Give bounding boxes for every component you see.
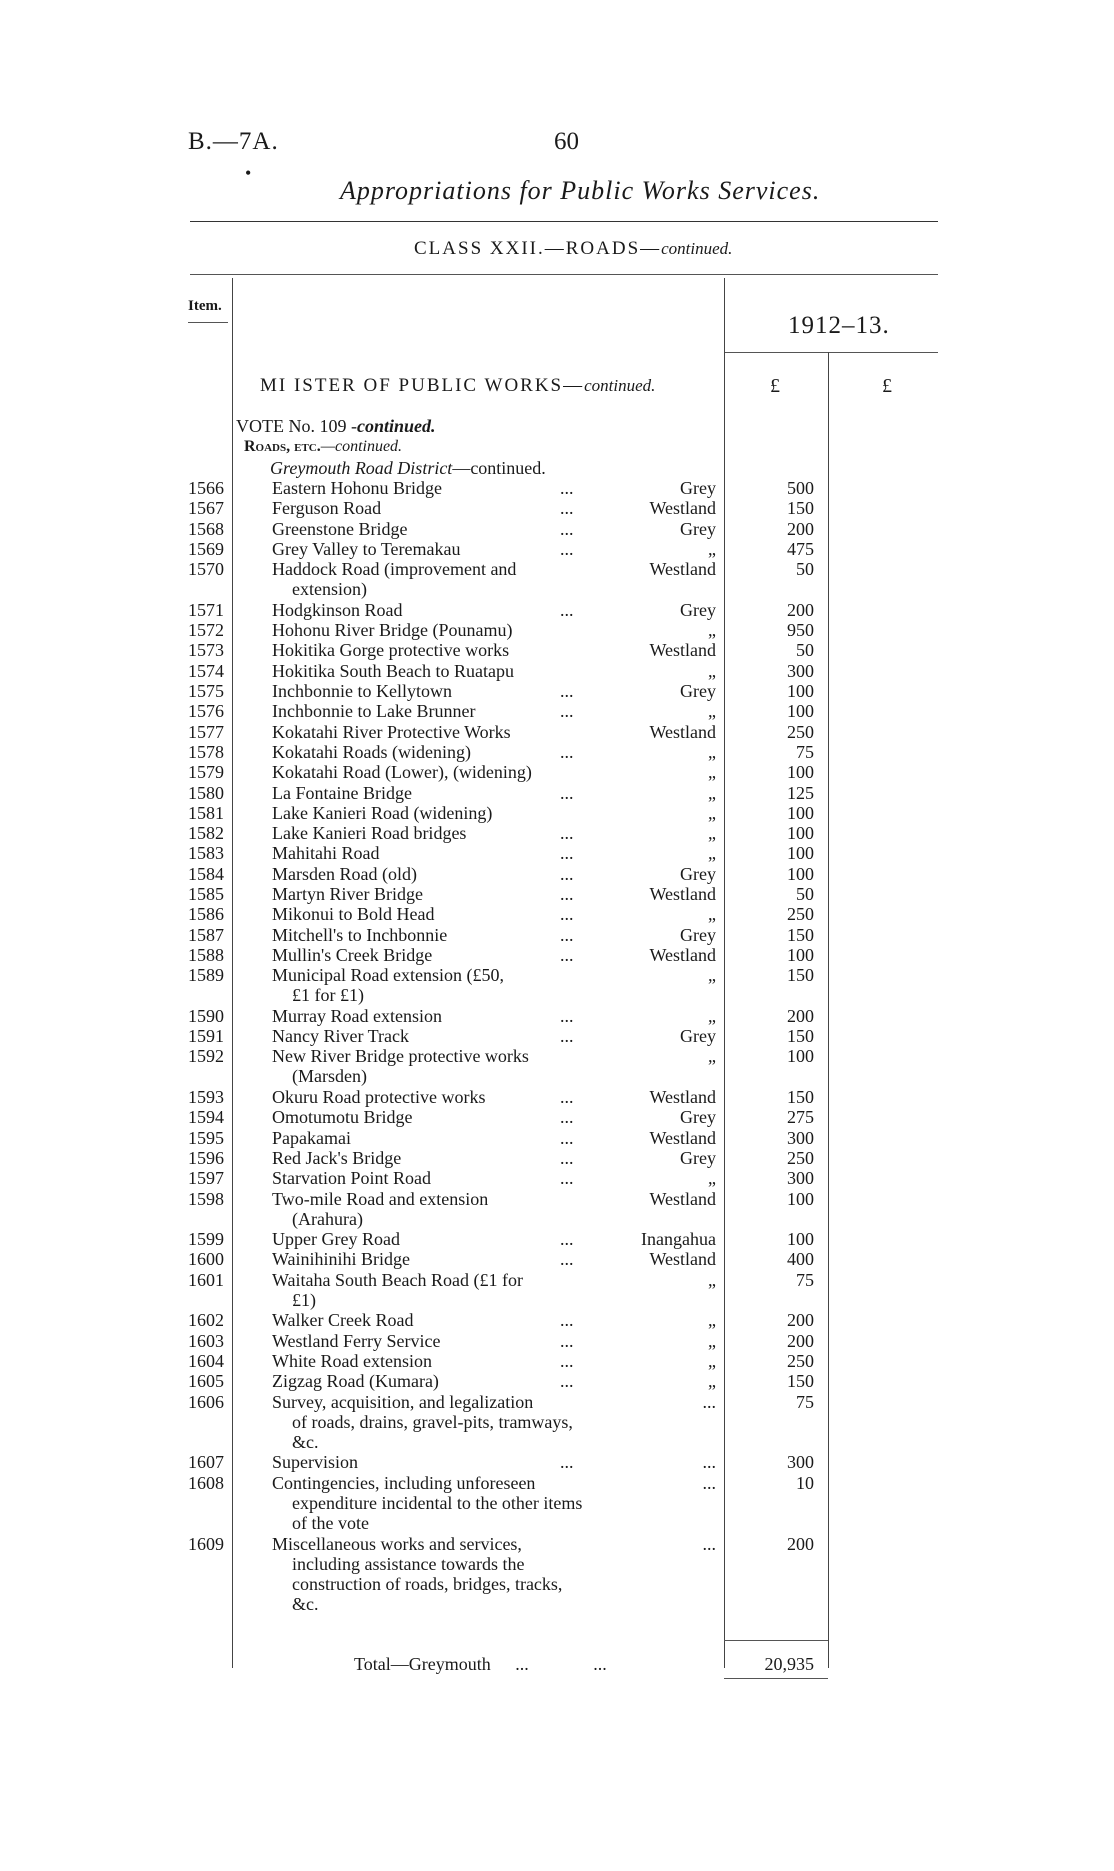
item-description	[272, 1148, 590, 1168]
item-description	[272, 762, 590, 782]
amount-cell: 100	[787, 1046, 814, 1067]
amount-cell: 300	[787, 1168, 814, 1189]
amount-cell: 250	[787, 1350, 814, 1371]
item-description	[272, 803, 590, 823]
item-description-line: Hokitika South Beach to Ruatapu	[272, 660, 514, 681]
county-cell: „	[708, 1350, 716, 1371]
item-number: 1604	[188, 1350, 224, 1371]
item-number: 1589	[188, 965, 224, 986]
leader-dots: ...	[560, 498, 574, 519]
county-cell: „	[708, 1310, 716, 1331]
amount-cell: 300	[787, 660, 814, 681]
item-description-continuation: of roads, drains, gravel-pits, tramways, &c.	[292, 1411, 573, 1452]
item-description-continuation: including assistance towards the construction of roads, bridges, tracks, &c.	[292, 1553, 563, 1614]
leader-dots: ...	[560, 599, 574, 620]
county-cell: „	[708, 823, 716, 844]
amount-cell: 125	[787, 782, 814, 803]
vote-heading: VOTE No. 109 -continued.	[236, 416, 436, 436]
amount-cell: 200	[787, 1005, 814, 1026]
item-description-line: Mahitahi Road	[272, 843, 380, 864]
county-cell: Grey	[680, 1147, 716, 1168]
item-description	[272, 884, 590, 904]
item-description	[272, 1310, 590, 1330]
item-number: 1571	[188, 599, 224, 620]
county-cell: „	[708, 904, 716, 925]
amount-cell: 75	[796, 1391, 814, 1412]
amount-cell: 100	[787, 843, 814, 864]
item-number: 1580	[188, 782, 224, 803]
item-number: 1573	[188, 640, 224, 661]
county-cell: „	[708, 1046, 716, 1067]
item-number: 1596	[188, 1147, 224, 1168]
leader-dots: ...	[560, 1127, 574, 1148]
item-description-line: Hohonu River Bridge (Pounamu)	[272, 620, 513, 641]
pound-total-column-label: £	[882, 375, 892, 397]
subtotal-column-divider	[828, 352, 829, 1668]
item-number: 1569	[188, 538, 224, 559]
item-description-line: Greenstone Bridge	[272, 518, 408, 539]
item-number: 1581	[188, 802, 224, 823]
county-cell: Grey	[680, 518, 716, 539]
county-cell: „	[708, 965, 716, 986]
item-description	[272, 498, 590, 518]
item-number: 1592	[188, 1046, 224, 1067]
leader-dots: ...	[560, 1371, 574, 1392]
leader-dots: ...	[560, 884, 574, 904]
item-number: 1568	[188, 518, 224, 539]
item-number: 1593	[188, 1087, 224, 1107]
item-description-line: Kokatahi Roads (widening)	[272, 741, 471, 762]
amount-cell: 150	[787, 965, 814, 986]
item-description-continuation: expenditure incidental to the other items of the vote	[292, 1492, 583, 1533]
leader-dots: ...	[560, 741, 574, 762]
amount-cell: 50	[796, 640, 814, 661]
item-description	[272, 904, 590, 924]
document-reference: B.—7A.	[188, 128, 279, 155]
item-description-line: Mitchell's to Inchbonnie	[272, 924, 448, 945]
leader-dots: ...	[560, 843, 574, 864]
county-cell: „	[708, 538, 716, 559]
item-description	[272, 925, 590, 945]
class-heading: CLASS XXII.—ROADS—continued.	[414, 238, 733, 259]
item-description	[272, 742, 590, 762]
item-number: 1607	[188, 1452, 224, 1473]
county-cell: Grey	[680, 478, 716, 498]
item-description	[272, 1229, 590, 1249]
item-number: 1570	[188, 559, 224, 580]
county-cell: Grey	[680, 681, 716, 701]
item-description-line: Lake Kanieri Road bridges	[272, 823, 467, 844]
item-number: 1575	[188, 681, 224, 701]
leader-dots: ...	[560, 1249, 574, 1270]
county-cell: Westland	[649, 721, 716, 742]
leader-dots: ...	[560, 924, 574, 945]
item-description	[272, 843, 590, 863]
county-cell: „	[708, 782, 716, 803]
item-number: 1601	[188, 1269, 224, 1290]
item-description-line: New River Bridge protective works	[272, 1046, 529, 1067]
item-description	[272, 1087, 590, 1107]
item-description-line: Zigzag Road (Kumara)	[272, 1371, 439, 1392]
amount-cell: 150	[787, 1087, 814, 1107]
item-description-line: Omotumotu Bridge	[272, 1107, 413, 1128]
amount-cell: 150	[787, 924, 814, 945]
leader-dots: ...	[560, 863, 574, 884]
amount-cell: 400	[787, 1249, 814, 1270]
leader-dots: ...	[560, 1310, 574, 1331]
leader-dots: ...	[560, 538, 574, 559]
item-description-line: Lake Kanieri Road (widening)	[272, 802, 493, 823]
item-description-continuation: (Arahura)	[292, 1208, 363, 1229]
amount-cell: 50	[796, 559, 814, 580]
county-cell: Westland	[649, 1249, 716, 1270]
item-number: 1591	[188, 1026, 224, 1047]
amount-cell: 250	[787, 721, 814, 742]
item-description-line: Kokatahi Road (Lower), (widening)	[272, 762, 532, 783]
item-description-line: Walker Creek Road	[272, 1310, 414, 1331]
leader-dots: ...	[560, 681, 574, 701]
item-description	[272, 519, 590, 539]
item-description	[272, 661, 590, 681]
amount-cell: 100	[787, 823, 814, 844]
minister-heading: MI ISTER OF PUBLIC WORKS—continued.	[260, 375, 656, 396]
amount-cell: 300	[787, 1127, 814, 1148]
county-cell: „	[708, 762, 716, 783]
item-description	[272, 1331, 590, 1351]
county-cell: Westland	[649, 498, 716, 519]
county-cell: Grey	[680, 1107, 716, 1128]
item-number: 1567	[188, 498, 224, 519]
county-cell: Grey	[680, 1026, 716, 1047]
leader-dots: ...	[560, 1229, 574, 1250]
item-number: 1566	[188, 478, 224, 498]
amount-cell: 50	[796, 884, 814, 904]
county-cell: ...	[702, 1452, 716, 1473]
item-number: 1577	[188, 721, 224, 742]
year-column-header: 1912–13.	[788, 312, 890, 339]
item-description-continuation: extension)	[292, 579, 367, 600]
leader-dots: ...	[560, 1147, 574, 1168]
item-description-line: Inchbonnie to Lake Brunner	[272, 701, 476, 722]
item-number: 1605	[188, 1371, 224, 1392]
item-description	[272, 1473, 590, 1533]
item-number: 1608	[188, 1472, 224, 1493]
amount-cell: 300	[787, 1452, 814, 1473]
county-cell: Westland	[649, 1188, 716, 1209]
item-description-line: Miscellaneous works and services,	[272, 1533, 522, 1554]
item-description-line: Kokatahi River Protective Works	[272, 721, 511, 742]
item-description	[272, 1128, 590, 1148]
amount-cell: 10	[796, 1472, 814, 1493]
amount-cell: 100	[787, 1229, 814, 1250]
county-cell: „	[708, 1168, 716, 1189]
item-number: 1588	[188, 944, 224, 965]
item-number: 1609	[188, 1533, 224, 1554]
item-description	[272, 1168, 590, 1188]
item-description-line: Grey Valley to Teremakau	[272, 538, 461, 559]
county-cell: Inangahua	[641, 1229, 716, 1250]
leader-dots: ...	[560, 904, 574, 925]
item-description-line: Eastern Hohonu Bridge	[272, 478, 442, 498]
county-cell: Grey	[680, 599, 716, 620]
leader-dots: ...	[560, 1168, 574, 1189]
page-number: 60	[554, 128, 579, 155]
amount-cell: 200	[787, 1310, 814, 1331]
amount-cell: 100	[787, 944, 814, 965]
item-description-line: Okuru Road protective works	[272, 1087, 486, 1107]
amount-cell: 250	[787, 1147, 814, 1168]
item-description-line: Upper Grey Road	[272, 1229, 400, 1250]
leader-dots: ...	[560, 478, 574, 498]
county-cell: Westland	[649, 559, 716, 580]
item-number: 1595	[188, 1127, 224, 1148]
county-cell: ...	[702, 1391, 716, 1412]
total-top-rule	[724, 1640, 828, 1641]
roads-subheading: Roads, etc.—continued.	[244, 438, 403, 455]
amount-cell: 150	[787, 1371, 814, 1392]
item-description	[272, 1006, 590, 1026]
amount-cell: 75	[796, 1269, 814, 1290]
item-description	[272, 701, 590, 721]
page-title: Appropriations for Public Works Services.	[340, 176, 821, 205]
item-description-line: Haddock Road (improvement and	[272, 559, 517, 580]
county-cell: „	[708, 1005, 716, 1026]
county-cell: Westland	[649, 944, 716, 965]
total-bottom-rule	[724, 1678, 828, 1679]
item-description-line: Mikonui to Bold Head	[272, 904, 435, 925]
item-description-line: Wainihinihi Bridge	[272, 1249, 411, 1270]
amount-cell: 100	[787, 762, 814, 783]
amount-cell: 100	[787, 681, 814, 701]
amount-cell: 150	[787, 1026, 814, 1047]
item-description	[272, 640, 590, 660]
amount-cell: 950	[787, 620, 814, 641]
item-number: 1582	[188, 823, 224, 844]
amount-cell: 250	[787, 904, 814, 925]
amount-column-divider	[724, 278, 725, 1668]
title-rule	[190, 221, 938, 222]
item-description-line: Red Jack's Bridge	[272, 1147, 402, 1168]
item-description	[272, 1270, 590, 1310]
item-description-line: Marsden Road (old)	[272, 863, 417, 884]
item-description	[272, 945, 590, 965]
district-subheading: Greymouth Road District—continued.	[270, 458, 546, 478]
leader-dots: ...	[560, 1452, 574, 1473]
county-cell: „	[708, 802, 716, 823]
county-cell: ...	[702, 1472, 716, 1493]
item-number: 1583	[188, 843, 224, 864]
item-description	[272, 722, 590, 742]
item-description	[272, 1351, 590, 1371]
item-description	[272, 681, 590, 701]
item-description	[272, 539, 590, 559]
item-description-line: Hodgkinson Road	[272, 599, 403, 620]
item-number: 1600	[188, 1249, 224, 1270]
leader-dots: ...	[560, 1107, 574, 1128]
amount-cell: 100	[787, 1188, 814, 1209]
county-cell: „	[708, 660, 716, 681]
table-top-rule	[190, 274, 938, 275]
item-description	[272, 1026, 590, 1046]
leader-dots: ...	[560, 1005, 574, 1026]
leader-dots: ...	[560, 1087, 574, 1107]
county-cell: „	[708, 741, 716, 762]
county-cell: „	[708, 620, 716, 641]
item-description	[272, 1392, 590, 1452]
item-description-line: White Road extension	[272, 1350, 432, 1371]
item-description-line: Hokitika Gorge protective works	[272, 640, 510, 661]
total-amount: 20,935	[764, 1654, 814, 1674]
item-description-line: Two-mile Road and extension	[272, 1188, 489, 1209]
item-description	[272, 1046, 590, 1086]
item-number: 1578	[188, 741, 224, 762]
item-description-continuation: £1 for £1)	[292, 985, 364, 1006]
county-cell: ...	[702, 1533, 716, 1554]
amount-cell: 200	[787, 1533, 814, 1554]
county-cell: „	[708, 1269, 716, 1290]
item-number: 1576	[188, 701, 224, 722]
item-description-continuation: £1)	[292, 1289, 316, 1310]
item-number: 1584	[188, 863, 224, 884]
item-description-line: Ferguson Road	[272, 498, 382, 519]
item-description-line: La Fontaine Bridge	[272, 782, 412, 803]
item-description-line: Municipal Road extension (£50,	[272, 965, 504, 986]
item-description-continuation: (Marsden)	[292, 1066, 367, 1087]
item-description-line: Nancy River Track	[272, 1026, 409, 1047]
leader-dots: ...	[560, 701, 574, 722]
item-number: 1590	[188, 1005, 224, 1026]
county-cell: „	[708, 1371, 716, 1392]
amount-cell: 200	[787, 1330, 814, 1351]
leader-dots: ...	[560, 823, 574, 844]
amount-cell: 200	[787, 599, 814, 620]
item-number: 1594	[188, 1107, 224, 1128]
item-description	[272, 1189, 590, 1229]
item-description-line: Papakamai	[272, 1127, 351, 1148]
leader-dots: ...	[560, 944, 574, 965]
amount-cell: 500	[787, 478, 814, 498]
item-number: 1598	[188, 1188, 224, 1209]
item-description	[272, 478, 590, 498]
item-description	[272, 1107, 590, 1127]
item-description-line: Mullin's Creek Bridge	[272, 944, 433, 965]
item-description	[272, 965, 590, 1005]
item-description	[272, 1534, 590, 1614]
amount-cell: 275	[787, 1107, 814, 1128]
item-description-line: Murray Road extension	[272, 1005, 442, 1026]
pound-column-label: £	[770, 375, 780, 397]
item-description-line: Waitaha South Beach Road (£1 for	[272, 1269, 523, 1290]
leader-dots: ...	[560, 1026, 574, 1047]
item-number: 1597	[188, 1168, 224, 1189]
item-description-line: Inchbonnie to Kellytown	[272, 681, 452, 701]
county-cell: „	[708, 843, 716, 864]
item-description	[272, 1452, 590, 1472]
item-description-line: Westland Ferry Service	[272, 1330, 441, 1351]
item-description-line: Supervision	[272, 1452, 359, 1473]
item-description	[272, 783, 590, 803]
item-description	[272, 620, 590, 640]
item-description-line: Contingencies, including unforeseen	[272, 1472, 536, 1493]
item-number: 1585	[188, 884, 224, 904]
amount-cell: 100	[787, 863, 814, 884]
item-number: 1599	[188, 1229, 224, 1250]
item-number: 1602	[188, 1310, 224, 1331]
item-column-header: Item.	[188, 298, 222, 314]
item-description-line: Starvation Point Road	[272, 1168, 431, 1189]
item-description	[272, 600, 590, 620]
county-cell: „	[708, 701, 716, 722]
county-cell: „	[708, 1330, 716, 1351]
item-number: 1606	[188, 1391, 224, 1412]
item-header-rule	[188, 322, 228, 323]
county-cell: Westland	[649, 884, 716, 904]
amount-cell: 200	[787, 518, 814, 539]
item-description	[272, 823, 590, 843]
leader-dots: ...	[560, 518, 574, 539]
county-cell: Westland	[649, 640, 716, 661]
item-description	[272, 1249, 590, 1269]
leader-dots: ...	[560, 1330, 574, 1351]
county-cell: Grey	[680, 863, 716, 884]
item-description	[272, 559, 590, 599]
item-description-line: Survey, acquisition, and legalization	[272, 1391, 534, 1412]
county-cell: Westland	[649, 1127, 716, 1148]
item-number: 1586	[188, 904, 224, 925]
amount-cell: 100	[787, 701, 814, 722]
leader-dots: ...	[560, 1350, 574, 1371]
item-number: 1572	[188, 620, 224, 641]
item-description-line: Martyn River Bridge	[272, 884, 423, 904]
amount-cell: 100	[787, 802, 814, 823]
item-number: 1579	[188, 762, 224, 783]
amount-cell: 75	[796, 741, 814, 762]
stray-mark: •	[245, 163, 252, 183]
county-cell: Grey	[680, 924, 716, 945]
county-cell: Westland	[649, 1087, 716, 1107]
item-number: 1574	[188, 660, 224, 681]
item-number: 1587	[188, 924, 224, 945]
leader-dots: ...	[560, 782, 574, 803]
year-header-rule	[724, 352, 938, 353]
amount-cell: 150	[787, 498, 814, 519]
item-number: 1603	[188, 1330, 224, 1351]
total-label: Total—Greymouth ... ...	[354, 1654, 607, 1674]
amount-cell: 475	[787, 538, 814, 559]
item-description	[272, 864, 590, 884]
item-description	[272, 1371, 590, 1391]
